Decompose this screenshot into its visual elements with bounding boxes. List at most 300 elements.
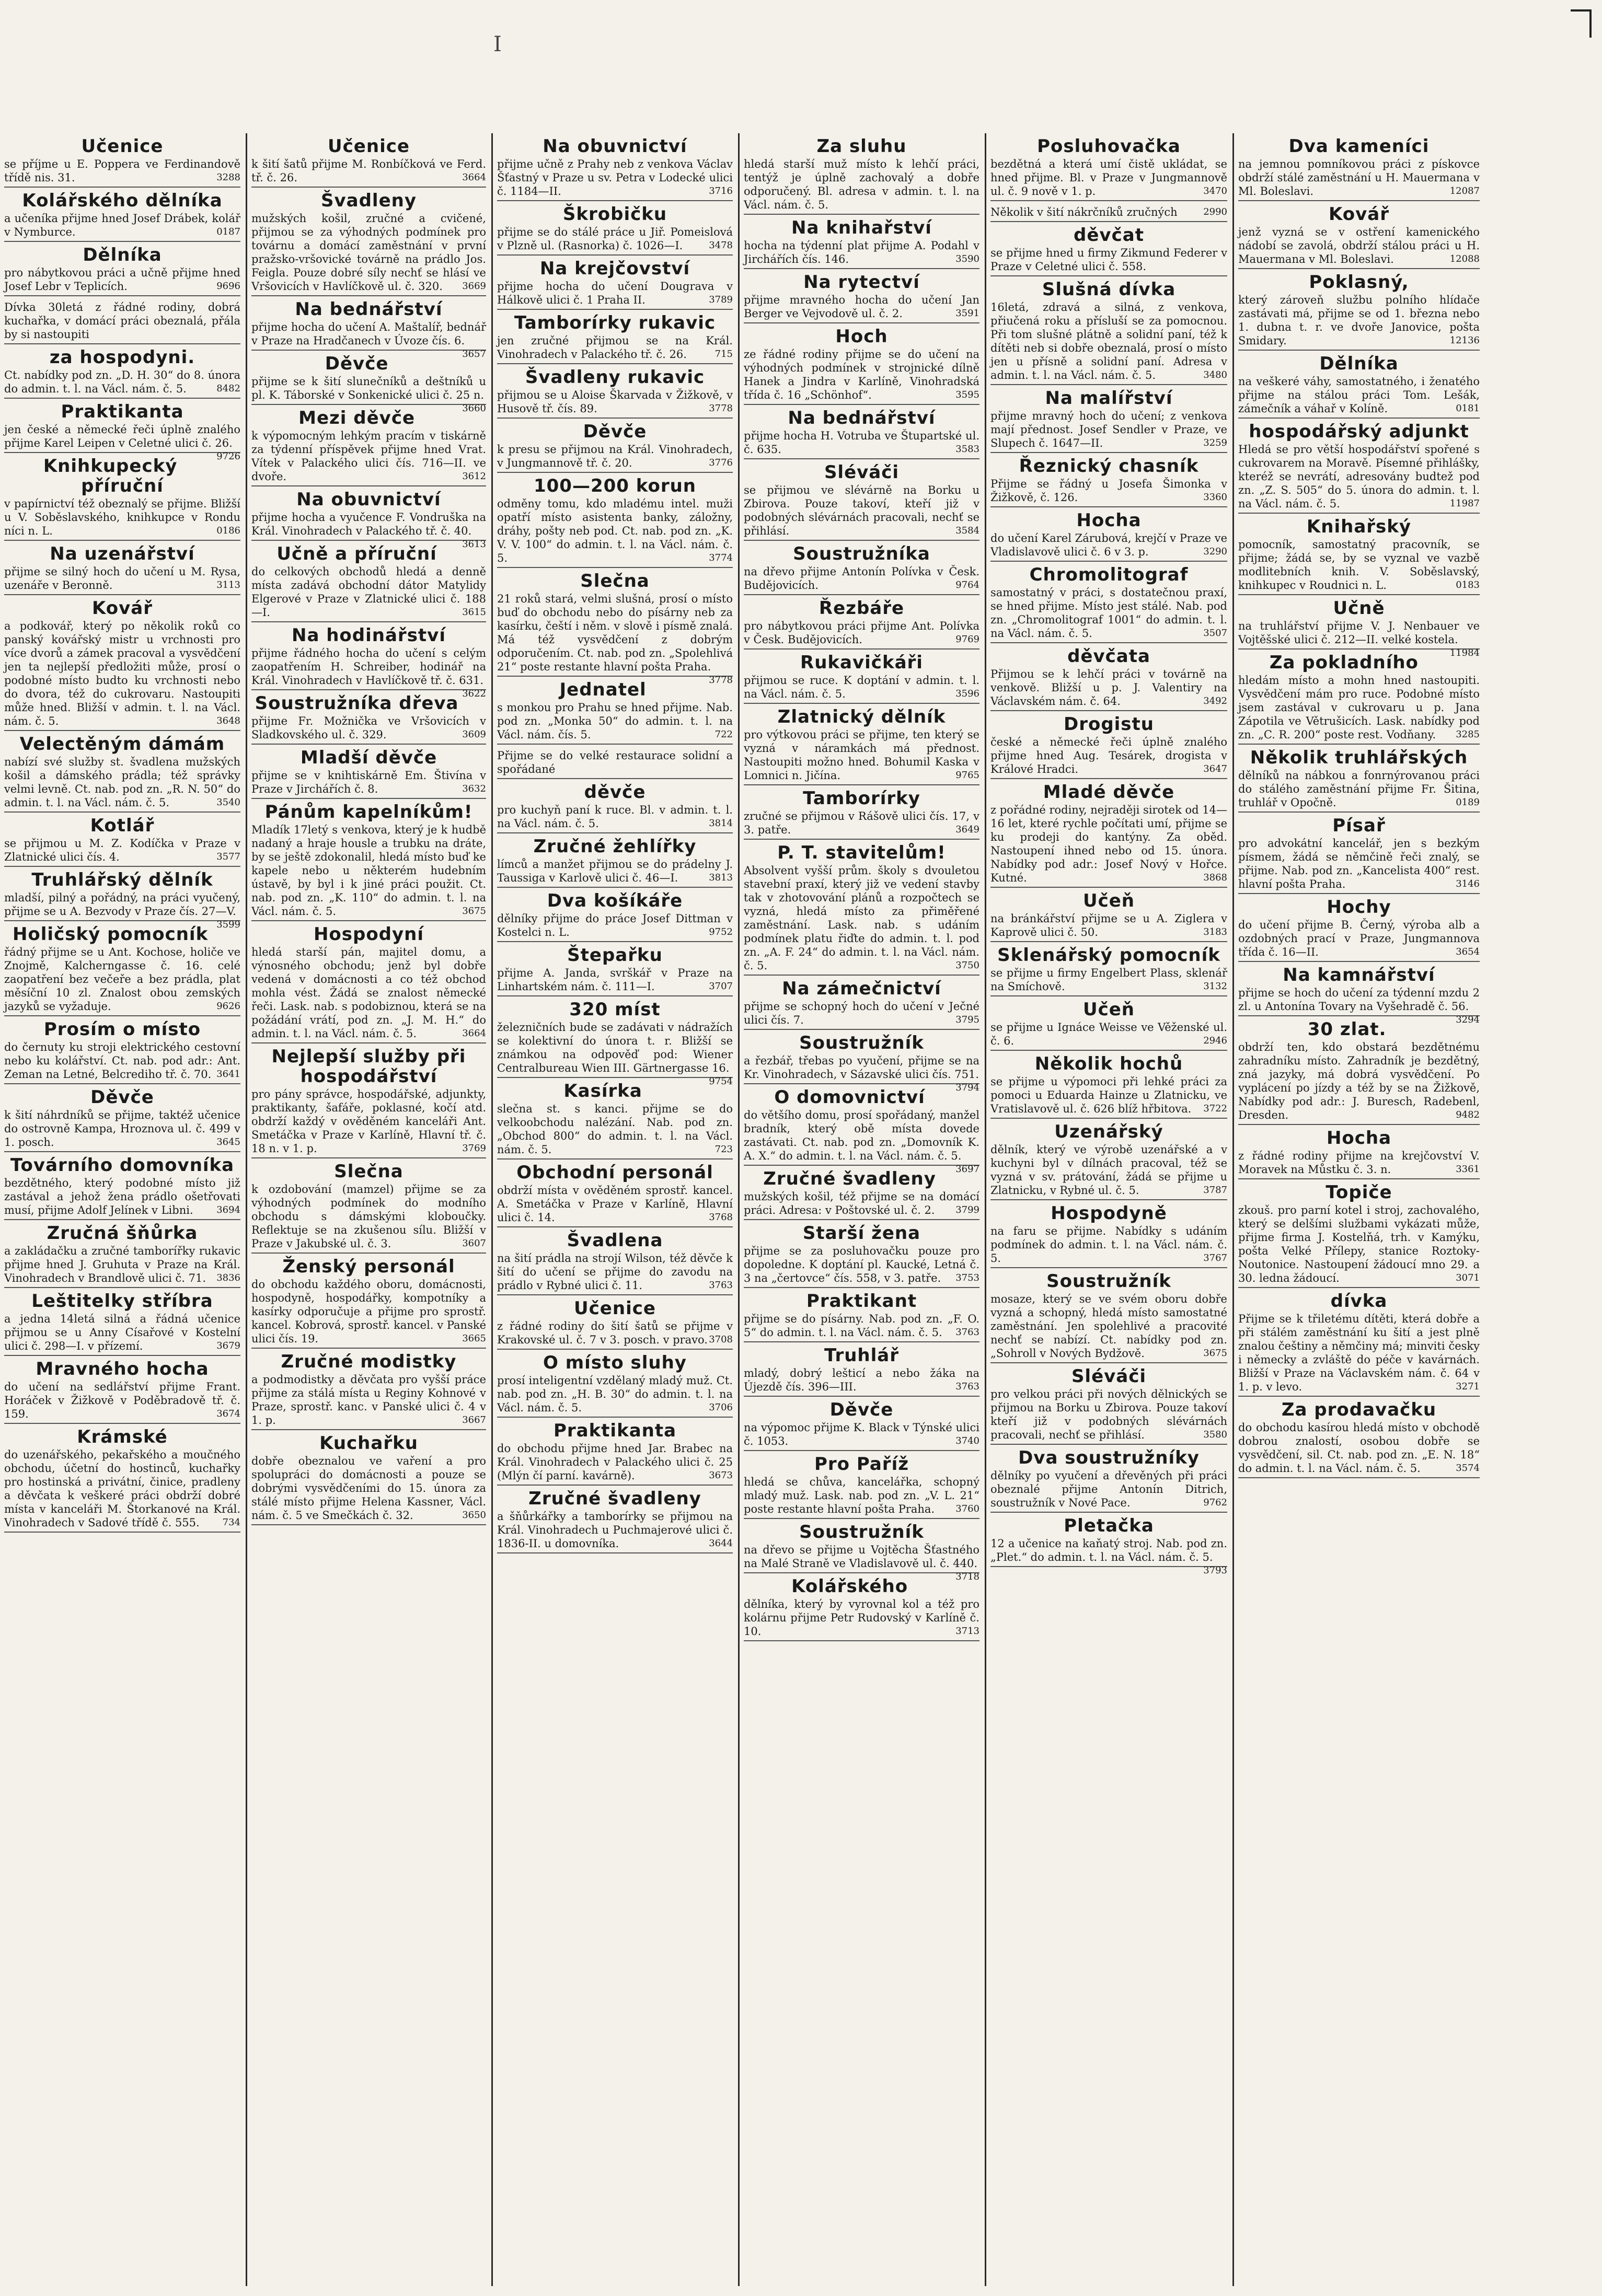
classified-ad bbox=[744, 595, 979, 650]
ad-number: 3674 bbox=[216, 1408, 240, 1419]
ad-text bbox=[744, 239, 979, 266]
classified-ad bbox=[1238, 514, 1480, 595]
classified-ad bbox=[251, 622, 486, 699]
ad-number: 3612 bbox=[462, 471, 486, 482]
ad-title: Pánům kapelníkům! bbox=[264, 802, 473, 822]
ad-body: bezdětného, který podobné místo již zastával a jehož žena prádlo ošetřovati musí, přijme Adolf Jelínek v Libni. bbox=[4, 1177, 240, 1216]
ad-title: Dva košíkáře bbox=[547, 890, 683, 911]
ad-title: Děvče bbox=[90, 1087, 154, 1108]
ad-body: přijmou se ruce. K doptání v admin. t. l. na Václ. nám. č. 5. bbox=[744, 674, 979, 700]
ad-title: Švadlena bbox=[567, 1230, 663, 1251]
classified-ad bbox=[251, 133, 486, 188]
ad-text bbox=[251, 511, 486, 550]
classified-ad bbox=[497, 1227, 733, 1295]
ad-title: Topiče bbox=[1326, 1182, 1392, 1203]
ad-body: se přijme u firmy Engelbert Plass, sklenář na Smíchově. bbox=[990, 967, 1227, 993]
ad-body: dělníků na nábkou a fonrnýrovanou práci do stálého zaměstnání přijme Fr. Šitina, truhlář v Opočně. bbox=[1238, 769, 1480, 809]
ad-text bbox=[251, 565, 486, 619]
classified-ad bbox=[4, 188, 240, 242]
ad-number: 3707 bbox=[709, 981, 733, 992]
classified-ad bbox=[4, 731, 240, 813]
ad-text bbox=[497, 1442, 733, 1482]
ad-text bbox=[744, 864, 979, 972]
classified-ad bbox=[4, 1424, 240, 1533]
ad-text bbox=[744, 1108, 979, 1175]
ad-body: do většího domu, prosí spořádaný, manžel bradník, který obě místa dovede zastávati. Ct. nab. pod zn. „Domovník K. A. X.“ do admin. t. l. na Václ. nám. č. 5. bbox=[744, 1109, 979, 1162]
ad-body: Hledá se pro větší hospodářství spořené s cukrovarem na Moravě. Písemné přihlášky, kteréž se nevrátí, adresovány budtež pod zn. „Z. S. 505“ do 5. února do admin. t. l. na Václ. nám. č. 5. bbox=[1238, 443, 1480, 510]
ad-text bbox=[1238, 986, 1480, 1025]
ad-body: zkouš. pro parní kotel i stroj, zachovalého, který se delšími službami vykázati může, přijme firma J. Kostelňá, trh. v Kamýku, pošta Velké Přílepy, stanice Roztoky-Noutonice. Nastoupení žádoucí mno 29. a 30. ledna žádoucí. bbox=[1238, 1204, 1480, 1284]
ad-text bbox=[251, 1454, 486, 1522]
ad-text bbox=[744, 1421, 979, 1448]
ad-body: Přijme se k třiletému dítěti, která dobře a při stálém zaměstnání ku šití a jest plně znalou češtiny a němčiny má; minviti česky i německy a zvláště do péče v kavárnách. Bližší v Praze na Václavském nám. č. 64 v 1. p. v levo. bbox=[1238, 1313, 1480, 1393]
ad-number: 3360 bbox=[1203, 492, 1227, 503]
ad-number: 3596 bbox=[955, 688, 979, 699]
ad-text bbox=[990, 966, 1227, 993]
ad-body: přijme mravného hocha do učení Jan Berger ve Vejvodově ul. č. 2. bbox=[744, 294, 979, 320]
ad-title: Sléváči bbox=[824, 462, 900, 483]
ad-number: 3793 bbox=[1203, 1565, 1227, 1576]
ad-text bbox=[4, 157, 240, 184]
ad-number: 3584 bbox=[955, 525, 979, 536]
ad-text bbox=[497, 966, 733, 993]
ad-number: 3767 bbox=[1203, 1253, 1227, 1263]
ad-body: ze řádné rodiny přijme se do učení na výhodných podmínek v strojnické dílně Hanek a Jindra v Karlíně, Vinohradská třída č. 16 „Schönhof“. bbox=[744, 348, 979, 401]
ad-number: 9764 bbox=[955, 579, 979, 590]
ad-title: Štepařku bbox=[567, 945, 663, 966]
classified-ad bbox=[990, 779, 1227, 888]
classified-ad bbox=[251, 1254, 486, 1349]
ad-body: mužských košil, též přijme se na domácí práci. Adresa: v Poštovské ul. č. 2. bbox=[744, 1190, 979, 1216]
ad-number: 715 bbox=[714, 349, 733, 360]
classified-ad bbox=[990, 996, 1227, 1051]
ad-body: obdrží místa v ověděném sprostř. kancel. A. Smetáčka v Praze v Karlíně, Hlavní ulici č. 14. bbox=[497, 1184, 733, 1224]
column-5 bbox=[986, 133, 1234, 2286]
ad-number: 3657 bbox=[462, 349, 486, 360]
ad-text bbox=[251, 212, 486, 293]
ad-number: 3718 bbox=[955, 1571, 979, 1582]
ad-body: nabízí své služby st. švadlena mužských košil a dámského prádla; též správky velmi levně. Ct. nab. pod zn. „R. N. 50“ do admin. t. l. na Václ. nám. č. 5. bbox=[4, 756, 240, 809]
classified-ad bbox=[1238, 351, 1480, 419]
ad-title: Děvče bbox=[325, 353, 389, 374]
classified-ad bbox=[744, 650, 979, 704]
ad-text bbox=[744, 347, 979, 402]
ad-body: na jemnou pomníkovou práci z pískovce obdrží stálé zaměstnání u H. Mauermana v Ml. Boleslavi. bbox=[1238, 158, 1480, 198]
ad-text bbox=[497, 749, 733, 776]
ad-title: Na krejčovství bbox=[539, 258, 690, 279]
ad-text bbox=[1238, 1312, 1480, 1394]
ad-number: 3645 bbox=[216, 1137, 240, 1147]
classified-ad bbox=[497, 1486, 733, 1553]
classified-ad bbox=[4, 921, 240, 1016]
classified-ad bbox=[497, 942, 733, 996]
ad-text bbox=[4, 368, 240, 396]
ad-number: 3647 bbox=[1203, 763, 1227, 774]
classified-ad bbox=[497, 833, 733, 888]
ad-number: 3146 bbox=[1456, 878, 1480, 889]
ad-number: 9762 bbox=[1203, 1497, 1227, 1508]
ad-text bbox=[1238, 1203, 1480, 1285]
ad-title: Na uzenářství bbox=[50, 543, 195, 564]
classified-ad bbox=[1238, 1125, 1480, 1179]
ad-number: 0186 bbox=[216, 525, 240, 536]
ad-title: 30 zlat. bbox=[1307, 1019, 1387, 1040]
ad-title: děvčata bbox=[1067, 646, 1150, 667]
classified-ad bbox=[990, 1119, 1227, 1200]
ad-text bbox=[990, 1537, 1227, 1576]
ad-number: 3648 bbox=[216, 715, 240, 726]
ad-body: se přijme u výpomoci při lehké práci za pomoci u Eduarda Hainze u Zlatnicku, ve Vratislavově ul. č. 626 blíž hřbitova. bbox=[990, 1075, 1227, 1115]
classified-ad bbox=[744, 1397, 979, 1451]
classified-ad bbox=[4, 813, 240, 867]
ad-text bbox=[251, 823, 486, 918]
ad-title: Zručná šňůrka bbox=[47, 1223, 198, 1244]
ad-title: Rukavičkáři bbox=[800, 652, 923, 673]
ad-body: přijme hocha do učení A. Maštalíř, bednář v Praze na Hradčanech v Úvoze čís. 6. bbox=[251, 321, 486, 347]
ad-body: mosaze, který se ve svém oboru dobře vyzná a schopný, hledá místo samostatné zaměstnání. Jen spolehlivé a pracovité nechť se nabízí. Ct. nabídky pod zn. „Sohroll v Nových Bydžově. bbox=[990, 1293, 1227, 1360]
ad-number: 3664 bbox=[462, 1028, 486, 1039]
classified-ad bbox=[4, 1016, 240, 1084]
ad-title: Chromolitograf bbox=[1029, 564, 1189, 585]
ad-body: Ct. nabídky pod zn. „D. H. 30“ do 8. února do admin. t. l. na Václ. nám. č. 5. bbox=[4, 369, 240, 395]
ad-number: 0187 bbox=[216, 226, 240, 237]
ad-title: Prosím o místo bbox=[43, 1019, 201, 1040]
ad-number: 3113 bbox=[216, 579, 240, 590]
ad-body: mužských košil, zručné a cvičené, přijmou se za výhodných podmínek pro továrnu a domácí zaměstnání v první pražsko-vršovické továrně na prádlo Jos. Feigla. Pouze dobré síly nechť se hlásí ve Vršovicích v Havlíčkově ul. č. 320. bbox=[251, 212, 486, 293]
classified-ad bbox=[744, 785, 979, 840]
ad-text bbox=[251, 769, 486, 796]
classified-ad bbox=[251, 486, 486, 550]
ad-title: Uzenářský bbox=[1054, 1121, 1163, 1142]
ad-number: 3183 bbox=[1203, 926, 1227, 937]
column-1 bbox=[0, 133, 247, 2286]
ad-body: pro nábytkovou práci přijme Ant. Polívka v Česk. Budějovicích. bbox=[744, 620, 979, 646]
column-4 bbox=[740, 133, 986, 2286]
ad-body: zručné se přijmou v Rášově ulici čís. 17, v 3. patře. bbox=[744, 810, 979, 836]
ad-text bbox=[990, 157, 1227, 198]
ad-body: a jedna 14letá silná a řádná učenice přijmou se u Anny Císařové v Kostelní ulici č. 298—I. v přízemí. bbox=[4, 1313, 240, 1352]
ad-text bbox=[744, 728, 979, 782]
ad-text bbox=[744, 1475, 979, 1516]
classified-ad bbox=[1238, 1397, 1480, 1478]
ad-body: přijme hocha do učení Dougrava v Hálkově ulici č. 1 Praha II. bbox=[497, 280, 733, 306]
ad-title: Zručné švadleny bbox=[763, 1168, 936, 1189]
classified-ad bbox=[251, 921, 486, 1043]
ad-title: Starší žena bbox=[802, 1223, 921, 1244]
ad-text bbox=[4, 565, 240, 592]
ad-number: 9482 bbox=[1456, 1109, 1480, 1120]
ad-number: 3794 bbox=[955, 1082, 979, 1093]
ad-body: k šití náhrdníků se přijme, taktéž učenice do ostrovně Kampa, Hroznova ul. č. 499 v 1. posch. bbox=[4, 1109, 240, 1149]
ad-body: se přijme hned u firmy Zikmund Federer v Praze v Celetné ulici č. 558. bbox=[990, 247, 1227, 273]
ad-number: 3613 bbox=[462, 539, 486, 550]
classified-ad bbox=[4, 453, 240, 541]
ad-text bbox=[744, 429, 979, 456]
ad-body: na faru se přijme. Nabídky s udáním podmínek do admin. t. l. na Václ. nám. č. 5. bbox=[990, 1225, 1227, 1265]
ad-number: 9726 bbox=[216, 451, 240, 462]
ad-text bbox=[497, 1021, 733, 1087]
ad-text bbox=[744, 1054, 979, 1093]
ad-number: 9626 bbox=[216, 1001, 240, 1012]
ad-body: do učení Karel Zárubová, krejčí v Praze ve Vladislavově ulici č. 6 v 3. p. bbox=[990, 532, 1227, 558]
ad-text bbox=[497, 1510, 733, 1550]
ad-title: Zručné švadleny bbox=[528, 1488, 701, 1509]
ad-title: Řeznický chasník bbox=[1019, 456, 1199, 477]
ad-body: hledá starší pán, majitel domu, a výnosného obchodu; jenž byl dobře vedená v domácnosti a co též obchod mohla vést. Žádá se znalost německé řeči. Lask. nab. s podobiznou, která se na požádání vrátí, pod zn. „J. M. H.“ do admin. t. l. na Václ. nám. č. 5. bbox=[251, 946, 486, 1040]
classified-ad bbox=[251, 1043, 486, 1158]
ad-body: 12 a učenice na kaňatý stroj. Nab. pod zn. „Plet.“ do admin. t. l. na Václ. nám. č. 5. bbox=[990, 1537, 1227, 1563]
ad-text bbox=[990, 409, 1227, 450]
ad-text bbox=[251, 1182, 486, 1250]
ad-body: k šití šatů přijme M. Ronbíčková ve Ferd. tř. č. 26. bbox=[251, 158, 486, 184]
ad-text bbox=[4, 1244, 240, 1285]
ad-text bbox=[744, 483, 979, 538]
ad-number: 3669 bbox=[462, 281, 486, 292]
ad-number: 3580 bbox=[1203, 1429, 1227, 1440]
classified-ad bbox=[497, 1295, 733, 1350]
ad-text bbox=[497, 1374, 733, 1414]
classified-ad bbox=[990, 453, 1227, 507]
ad-number: 3577 bbox=[216, 851, 240, 862]
ad-body: Absolvent vyšší prům. školy s dvouletou stavební praxí, který již ve vedení stavby tak v zhotovování plánů a rozpočtech se vyzná, hledá místo za přiměřené zaměstnání. Lask. nab. s udáním podmínek platu řiďte do admin. t. l. pod zn. „A. F. 24“ do admin. t. l. na Václ. nám. č. 5. bbox=[744, 864, 979, 972]
classified-ad bbox=[744, 541, 979, 595]
ad-text bbox=[1238, 157, 1480, 198]
ad-title: Sklenářský pomocník bbox=[997, 945, 1220, 966]
ad-text bbox=[744, 293, 979, 320]
ad-number: 3480 bbox=[1203, 369, 1227, 380]
ad-title: Hospodyně bbox=[1051, 1203, 1167, 1224]
classified-ad bbox=[1238, 133, 1480, 201]
classified-ad bbox=[990, 1051, 1227, 1119]
ad-number: 9696 bbox=[216, 281, 240, 292]
ad-text bbox=[744, 565, 979, 592]
ad-text bbox=[251, 1087, 486, 1155]
ad-text bbox=[497, 280, 733, 307]
classified-ad bbox=[744, 1030, 979, 1093]
ad-body: Přijme se do velké restaurace solidní a spořádané bbox=[497, 749, 733, 775]
ad-text bbox=[497, 1184, 733, 1224]
ad-text bbox=[1238, 293, 1480, 347]
ad-number: 3667 bbox=[462, 1414, 486, 1425]
ad-number: 3507 bbox=[1203, 628, 1227, 639]
ad-body: Mladík 17letý s venkova, který je k hudbě nadaný a hraje housle a trubku na dráte, by se ještě zdokonalil, hledá místo buď ke kapele nebo u některém hudebním ústavě, by byl i k jiné práci použit. Ct. nab. pod zn. „K. 110“ do admin. t. l. na Václ. nám. č. 5. bbox=[251, 824, 486, 918]
ad-body: odměny tomu, kdo mladému intel. muži opatří místo asistenta banky, záložny, dráhy, pošty neb pod. Ct. nab. pod zn. „K. V. V. 100“ do admin. t. l. na Václ. nám. č. 5. bbox=[497, 497, 733, 564]
ad-number: 3591 bbox=[955, 308, 979, 319]
ad-body: přijme hocha a vyučence F. Vondruška na Král. Vinohradech v Palackého tř. č. 40. bbox=[251, 511, 486, 537]
ad-title: Kolářského bbox=[791, 1576, 908, 1597]
classified-ad bbox=[4, 541, 240, 595]
ad-number: 3132 bbox=[1203, 981, 1227, 992]
ad-title: Učenice bbox=[81, 136, 164, 157]
ad-number: 3776 bbox=[709, 457, 733, 468]
ad-title: Sléváči bbox=[1071, 1366, 1147, 1387]
ad-body: pomocník, samostatný pracovník, se přijme; žádá se, by se vyznal ve vazbě modlitebních knih. V. Soběslavský, knihkupec v Roudnici n. L. bbox=[1238, 538, 1480, 592]
ad-text bbox=[497, 912, 733, 939]
ad-number: 3789 bbox=[709, 294, 733, 305]
ad-title: Obchodní personál bbox=[516, 1162, 713, 1183]
ad-body: se přijmou u M. Z. Kodíčka v Praze v Zlatnické ulici čís. 4. bbox=[4, 837, 240, 863]
classified-ad bbox=[990, 1200, 1227, 1268]
ad-text bbox=[990, 586, 1227, 640]
ad-body: a řezbář, třebas po vyučení, přijme se na Kr. Vinohradech, v Sázavské ulici čís. 751. bbox=[744, 1054, 979, 1081]
ad-text bbox=[497, 497, 733, 565]
ad-title: Dělníka bbox=[1319, 353, 1399, 374]
ad-number: 3664 bbox=[462, 172, 486, 183]
ad-number: 3673 bbox=[709, 1470, 733, 1481]
ad-body: železničních bude se zadávati v nádražích se kolektivní do února t. r. Bližší se známkou na odpověď pod: Wiener Centralbureau Wien III. Gärtnergasse 16. bbox=[497, 1021, 733, 1074]
classified-ad bbox=[251, 188, 486, 296]
ad-title: Nejlepší služby při hospodářství bbox=[271, 1046, 466, 1087]
ad-body: Přijmou se k lehčí práci v továrně na venkově. Bližší u p. J. Valentiry na Václavském nám. č. 64. bbox=[990, 668, 1227, 708]
ad-title: O místo sluhy bbox=[543, 1352, 687, 1373]
ad-number: 3787 bbox=[1203, 1185, 1227, 1196]
ad-title: Na knihařství bbox=[791, 217, 932, 238]
ad-text bbox=[990, 1075, 1227, 1116]
ad-body: z řádné rodiny přijme na krejčovství V. Moravek na Můstku č. 3. n. bbox=[1238, 1150, 1480, 1176]
ad-text bbox=[990, 1469, 1227, 1510]
ad-text bbox=[990, 1387, 1227, 1442]
classified-ad bbox=[744, 1342, 979, 1397]
ad-number: 0183 bbox=[1456, 579, 1480, 590]
ad-text bbox=[1238, 538, 1480, 592]
classified-ad bbox=[251, 1430, 486, 1525]
ad-title: Tamborírky bbox=[803, 788, 920, 809]
ad-title: Učně bbox=[1333, 598, 1385, 619]
ad-text bbox=[497, 1319, 733, 1347]
ad-title: Knihařský bbox=[1306, 516, 1412, 537]
classified-ad bbox=[1238, 1288, 1480, 1397]
ad-body: na veškeré váhy, samostatného, i ženatého přijme na stálou práci Tom. Lešák, zámečník a váhař v Kolíně. bbox=[1238, 375, 1480, 415]
ad-title: Soustružníka dřeva bbox=[255, 693, 459, 714]
ad-text bbox=[251, 945, 486, 1040]
ad-title: Kuchařku bbox=[319, 1433, 418, 1454]
classified-ad bbox=[1238, 1016, 1480, 1125]
ad-body: 16letá, zdravá a silná, z venkova, přiučená roku a přísluší se za pomocnou. Při tom slušné plátně a solidní paní, též k dítěti neb si dobře obeznalá, prosí o místo jen u přísně a solidní paní. Adresa v admin. t. l. na Václ. nám. č. 5. bbox=[990, 301, 1227, 381]
ad-body: na šití prádla na strojí Wilson, též děvče k šití do učení se přijme do zavodu na prádlo v Rybné ulici č. 11. bbox=[497, 1252, 733, 1292]
classified-ad bbox=[4, 242, 240, 296]
ad-number: 3694 bbox=[216, 1204, 240, 1215]
ad-body: Několik v šití nákrčníků zručných bbox=[990, 206, 1178, 218]
ad-number: 3290 bbox=[1203, 546, 1227, 557]
ad-text bbox=[251, 320, 486, 360]
ad-title: Kotlář bbox=[90, 815, 155, 836]
ad-body: přijme hocha H. Votruba ve Štupartské ul. č. 635. bbox=[744, 430, 979, 456]
ad-title: Učně a příruční bbox=[276, 543, 437, 564]
classified-ad bbox=[1238, 962, 1480, 1025]
ad-text bbox=[4, 497, 240, 538]
classified-ad bbox=[1238, 745, 1480, 813]
ad-number: 2946 bbox=[1203, 1035, 1227, 1046]
ad-title: Truhlář bbox=[824, 1345, 899, 1366]
ad-title: Dva kameníci bbox=[1288, 136, 1430, 157]
classified-ad bbox=[1238, 650, 1480, 745]
ad-number: 734 bbox=[222, 1517, 240, 1528]
ad-text bbox=[990, 1143, 1227, 1197]
ad-title: P. T. stavitelům! bbox=[777, 842, 946, 863]
ad-text bbox=[4, 300, 240, 341]
ad-number: 3599 bbox=[216, 919, 240, 930]
ad-number: 3763 bbox=[955, 1381, 979, 1392]
ad-text bbox=[1238, 1421, 1480, 1475]
ad-number: 3795 bbox=[955, 1014, 979, 1025]
ad-body: mladý, dobrý lešticí a nebo žáka na Újezdě čís. 396—III. bbox=[744, 1367, 979, 1393]
ad-number: 12087 bbox=[1449, 185, 1480, 196]
ad-number: 3665 bbox=[462, 1333, 486, 1344]
ad-body: a šňůrkářky a tamborírky se přijmou na Král. Vinohradech u Puchmajerové ulici č. 1836-II. u domovníka. bbox=[497, 1510, 733, 1550]
ad-number: 3071 bbox=[1456, 1272, 1480, 1283]
ad-text bbox=[1238, 1040, 1480, 1122]
classified-ad bbox=[744, 133, 979, 215]
ad-text bbox=[1238, 443, 1480, 511]
ad-title: Děvče bbox=[829, 1399, 894, 1420]
ad-title: Švadleny rukavic bbox=[525, 367, 705, 388]
ad-text bbox=[990, 803, 1227, 885]
ad-body: se příjme u E. Poppera ve Ferdinandově třídě nis. 31. bbox=[4, 158, 240, 184]
ad-text bbox=[497, 388, 733, 415]
classified-ad bbox=[4, 133, 240, 188]
classified-ad bbox=[744, 1084, 979, 1175]
classified-ad bbox=[1238, 201, 1480, 269]
ad-body: na výpomoc přijme K. Black v Týnské ulici č. 1053. bbox=[744, 1421, 979, 1447]
ad-title: Hochy bbox=[1327, 897, 1391, 918]
ad-number: 3574 bbox=[1456, 1463, 1480, 1474]
ad-number: 0181 bbox=[1456, 403, 1480, 414]
classified-ad bbox=[744, 269, 979, 323]
classified-ad bbox=[251, 405, 486, 486]
ad-text bbox=[990, 477, 1227, 504]
ad-title: děvče bbox=[584, 782, 646, 803]
corner-bracket bbox=[1571, 9, 1592, 38]
ad-body: z řádné rodiny do šití šatů se přijme v Krakovské ul. č. 7 v 3. posch. v pravo. bbox=[497, 1320, 733, 1346]
ad-title: Škrobičku bbox=[562, 204, 667, 225]
ad-body: přijmou se u Aloise Škarvada v Žižkově, v Husově tř. čís. 89. bbox=[497, 389, 733, 415]
ad-body: přijme se silný hoch do učení u M. Rysa, uzenáře v Beronně. bbox=[4, 565, 240, 592]
ad-text bbox=[4, 1176, 240, 1217]
ad-body: přijme Fr. Možnička ve Vršovicích v Sladkovského ul. č. 329. bbox=[251, 715, 486, 741]
ad-text bbox=[744, 1543, 979, 1582]
classified-ad bbox=[1238, 269, 1480, 351]
ad-title: Na obuvnictví bbox=[296, 489, 441, 510]
ad-body: jenž vyzná se v ostření kamenického nádobí se zavolá, obdrží stálou práci u H. Mauermana v Ml. Boleslavi. bbox=[1238, 226, 1480, 265]
classified-ad bbox=[744, 1451, 979, 1519]
classified-ad bbox=[744, 1220, 979, 1288]
classified-ad bbox=[990, 385, 1227, 453]
ad-title: Dělníka bbox=[83, 245, 162, 265]
ad-body: Přijme se řádný u Josefa Šimonka v Žižkově, č. 126. bbox=[990, 478, 1227, 504]
classified-ad bbox=[990, 1513, 1227, 1576]
ad-number: 12136 bbox=[1449, 335, 1480, 346]
classified-ad bbox=[1238, 595, 1480, 658]
ad-body: obdrží ten, kdo obstará bezdětnému zahradníku místo. Zahradník je bezdětný, zná jazyky, má dobrá vysvědčení. Po vyplácení po jízdy a též by se na Žižkově, Nabídky pod adr.: J. Buresch, Radebenl, Dresden. bbox=[1238, 1041, 1480, 1121]
classified-ad bbox=[744, 976, 979, 1030]
ad-title: Hocha bbox=[1326, 1128, 1392, 1149]
ad-body: do uzenářského, pekařského a moučného obchodu, účetní do hostinců, kuchařky pro hostinská a privátní, činice, pradleny a děvčata k veškeré práci obdrží dobré místa v kanceláři M. Štorkanové na Král. Vinohradech v Sadové třídě č. 555. bbox=[4, 1448, 240, 1529]
ad-number: 3492 bbox=[1203, 695, 1227, 706]
ad-title: Za pokladního bbox=[1269, 652, 1419, 673]
ad-title: Na hodinářství bbox=[291, 625, 446, 646]
ad-title: Zlatnický dělník bbox=[777, 706, 946, 727]
ad-title: Slušná dívka bbox=[1042, 279, 1176, 300]
ad-text bbox=[744, 809, 979, 837]
classified-ad bbox=[497, 1418, 733, 1486]
ad-number: 3615 bbox=[462, 607, 486, 618]
ad-body: v papírnictví též obeznalý se přijme. Bližší u V. Soběslavského, knihkupce v Rondu níci n. L. bbox=[4, 497, 240, 537]
ad-number: 3675 bbox=[462, 906, 486, 917]
ad-body: do celkových obchodů hledá a denně místa zadává obchodní dátor Matylidy Elgerové v Praze v Zlatnické ulici č. 188—I. bbox=[251, 565, 486, 619]
classified-ad bbox=[4, 1288, 240, 1356]
ad-text bbox=[4, 1108, 240, 1149]
ad-text bbox=[497, 334, 733, 361]
